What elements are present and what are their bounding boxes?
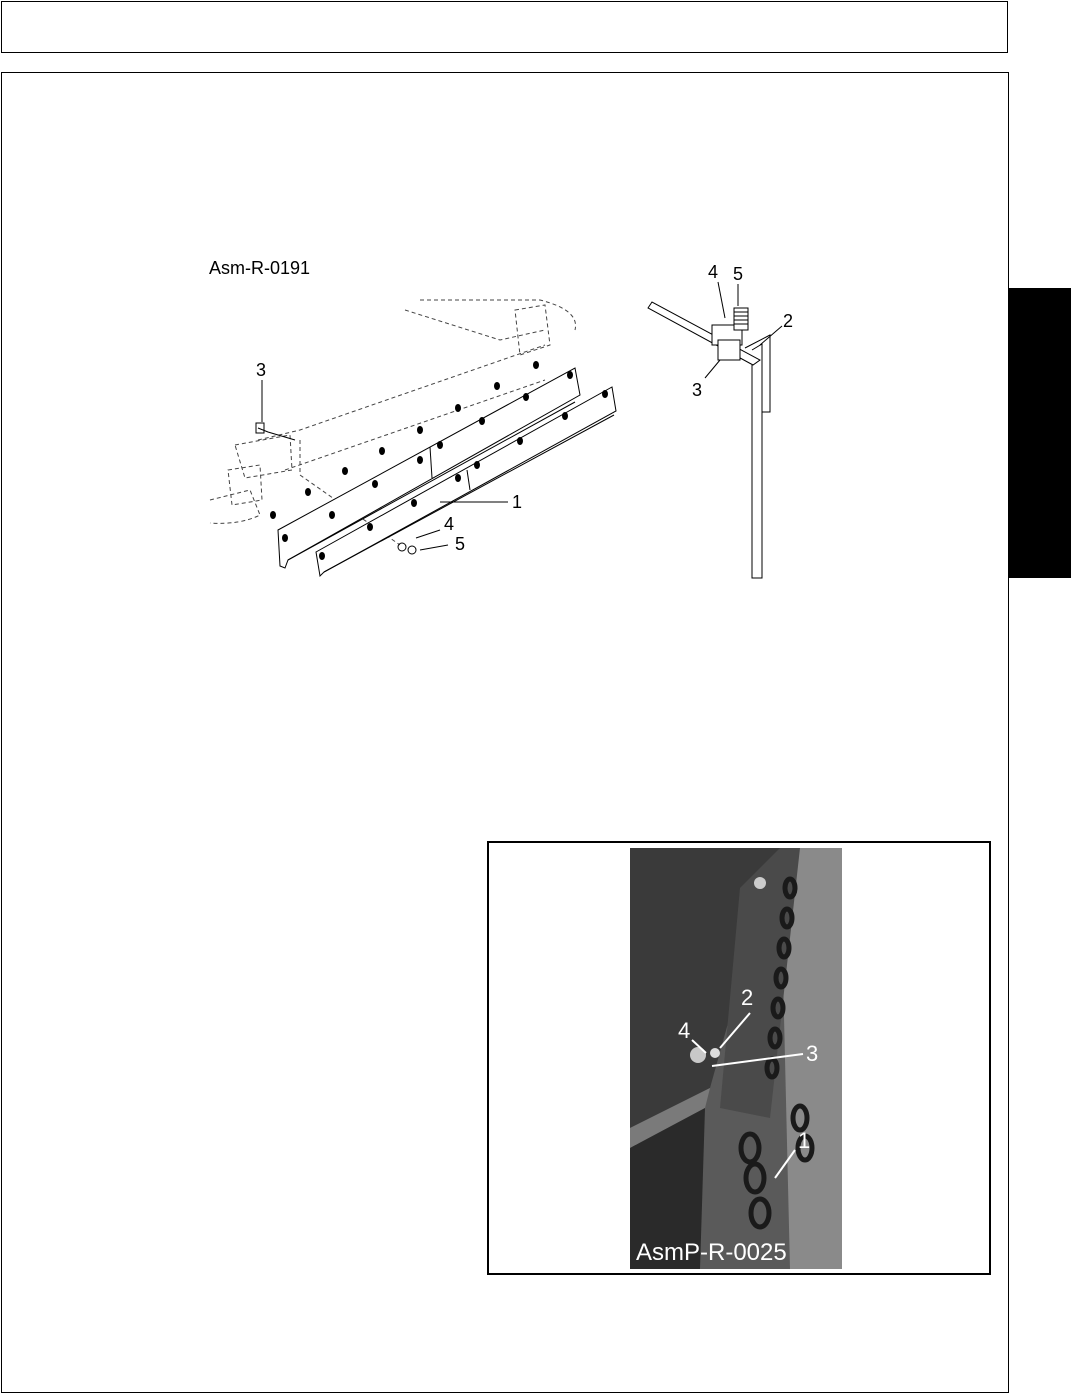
chain-guard-photo: [630, 848, 842, 1269]
detail-callout-4: 4: [708, 262, 719, 282]
detail-callout-3: 3: [692, 380, 703, 400]
photo-callout-1: 1: [798, 1128, 811, 1153]
photo-code: AsmP-R-0025: [636, 1239, 787, 1266]
callout-5: 5: [455, 534, 466, 554]
detail-callout-2: 2: [783, 311, 794, 331]
photo-callout-3: 3: [806, 1041, 819, 1066]
photo-callout-2: 2: [741, 985, 754, 1010]
callout-4: 4: [444, 514, 455, 534]
detail-callout-5: 5: [733, 264, 744, 284]
callout-3: 3: [256, 360, 267, 380]
figure-code: Asm-R-0191: [209, 258, 311, 278]
photo-callout-4: 4: [678, 1018, 691, 1043]
callout-1: 1: [512, 492, 523, 512]
photo-frame: [487, 841, 991, 1275]
